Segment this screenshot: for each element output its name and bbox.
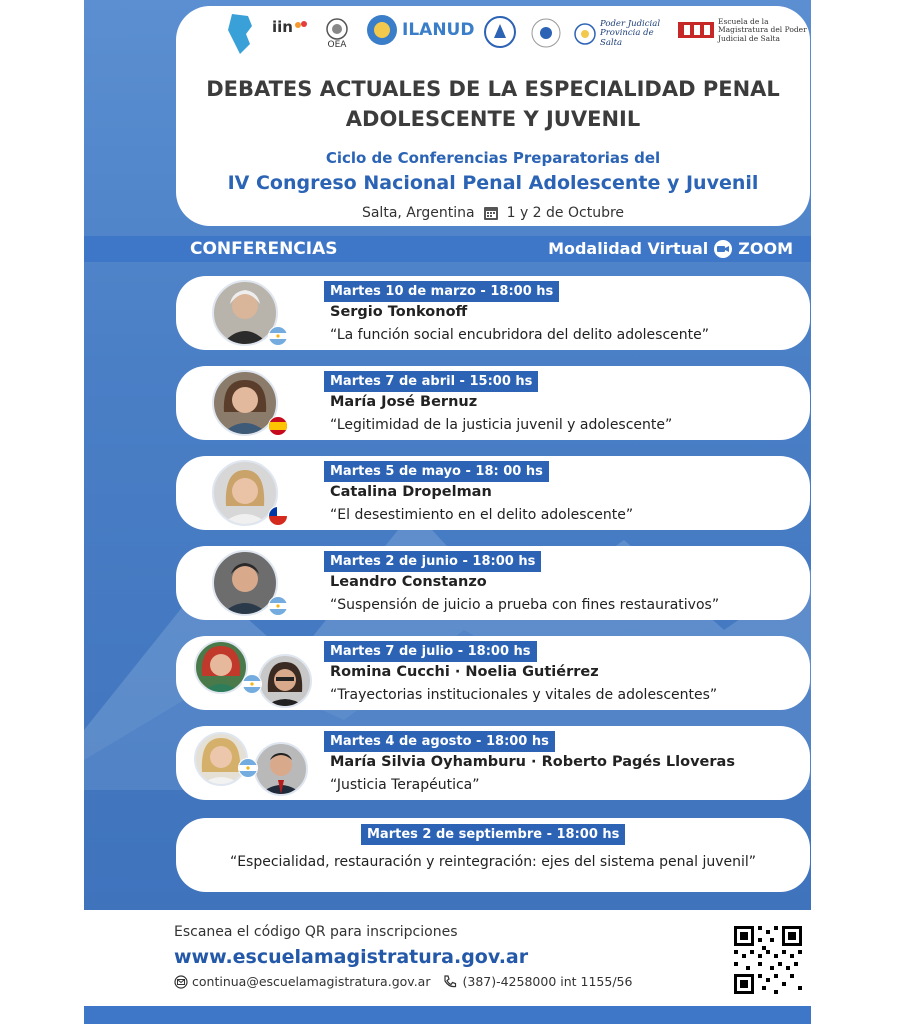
ilanud-logo: ILANUD [366, 14, 474, 46]
contact-line [174, 974, 632, 989]
conference-card [176, 636, 810, 710]
speaker-name: Leandro Constanzo [330, 574, 487, 590]
argentina-flag-icon [268, 326, 288, 346]
oea-logo: OEA [326, 18, 348, 50]
platform-text: ZOOM [738, 239, 793, 258]
argentina-flag-icon [268, 596, 288, 616]
conference-date: Martes 4 de agosto - 18:00 hs [324, 731, 555, 752]
place-date-line [176, 205, 810, 221]
conference-card [176, 366, 810, 440]
speaker-name: María Silvia Oyhamburu · Roberto Pagés Lloveras [330, 754, 735, 770]
escuela-magistratura-logo: Escuela de la Magistratura del Poder Judicial de Salta [678, 18, 810, 43]
speaker-photo [194, 732, 248, 786]
modality-text: Modalidad Virtual [548, 239, 709, 258]
national-map-logo [222, 12, 258, 56]
subtitle-congress: IV Congreso Nacional Penal Adolescente y Juvenil [227, 172, 759, 194]
section-bar [84, 236, 811, 262]
speaker-photo [258, 654, 312, 708]
qr-code[interactable] [732, 924, 804, 996]
final-conference-topic: “Especialidad, restauración y reintegración: ejes del sistema penal juvenil” [229, 854, 757, 870]
conference-date: Martes 7 de julio - 18:00 hs [324, 641, 537, 662]
conference-topic: “La función social encubridora del delito adolescente” [330, 327, 709, 343]
final-conference-date: Martes 2 de septiembre - 18:00 hs [361, 824, 625, 845]
poder-judicial-logo: Poder Judicial Provincia de Salta [574, 20, 674, 48]
speaker-name: Catalina Dropelman [330, 484, 492, 500]
argentina-flag-icon [242, 674, 262, 694]
header-card [176, 6, 810, 226]
speaker-name: Sergio Tonkonoff [330, 304, 468, 320]
speaker-name: María José Bernuz [330, 394, 478, 410]
modality-label [548, 239, 793, 258]
page-title [176, 74, 810, 134]
phone-number: (387)-4258000 int 1155/56 [462, 974, 633, 989]
qr-instructions: Escanea el código QR para inscripciones [174, 924, 458, 940]
iin-logo: iin [272, 18, 309, 36]
conference-date: Martes 2 de junio - 18:00 hs [324, 551, 541, 572]
title-line-2: ADOLESCENTE Y JUVENIL [345, 107, 641, 131]
zoom-camera-icon [714, 240, 732, 258]
calendar-icon [483, 205, 499, 221]
title-line-1: DEBATES ACTUALES DE LA ESPECIALIDAD PENAL [206, 77, 780, 101]
seal-logo-2 [531, 18, 561, 48]
conference-date: Martes 10 de marzo - 18:00 hs [324, 281, 559, 302]
conference-card [176, 276, 810, 350]
speaker-name: Romina Cucchi · Noelia Gutiérrez [330, 664, 599, 680]
conference-card [176, 726, 810, 800]
place-text: Salta, Argentina [361, 205, 475, 221]
conference-date: Martes 5 de mayo - 18: 00 hs [324, 461, 549, 482]
conference-topic: “El desestimiento en el delito adolescente” [330, 507, 634, 523]
dates-text: 1 y 2 de Octubre [506, 205, 625, 221]
argentina-flag-icon [238, 758, 258, 778]
conference-topic: “Legitimidad de la justicia juvenil y adolescente” [330, 417, 673, 433]
email-link[interactable]: continua@escuelamagistratura.gov.ar [192, 974, 431, 989]
speaker-photo [194, 640, 248, 694]
conference-topic: “Suspensión de juicio a prueba con fines restaurativos” [330, 597, 720, 613]
logos-row [216, 12, 807, 62]
conference-topic: “Justicia Terapéutica” [330, 777, 480, 793]
email-icon [174, 975, 188, 989]
chile-flag-icon [268, 506, 288, 526]
conference-date: Martes 7 de abril - 15:00 hs [324, 371, 538, 392]
conference-topic: “Trayectorias institucionales y vitales de adolescentes” [330, 687, 718, 703]
speaker-photo [254, 742, 308, 796]
seal-logo-1 [484, 16, 516, 48]
bottom-strip [84, 1006, 811, 1024]
final-conference-card [176, 818, 810, 892]
conference-card [176, 546, 810, 620]
section-label: CONFERENCIAS [190, 239, 338, 259]
website-link[interactable]: www.escuelamagistratura.gov.ar [174, 946, 529, 968]
conference-card [176, 456, 810, 530]
phone-icon [442, 975, 458, 989]
spain-flag-icon [268, 416, 288, 436]
subtitle-cycle: Ciclo de Conferencias Preparatorias del [325, 149, 661, 167]
